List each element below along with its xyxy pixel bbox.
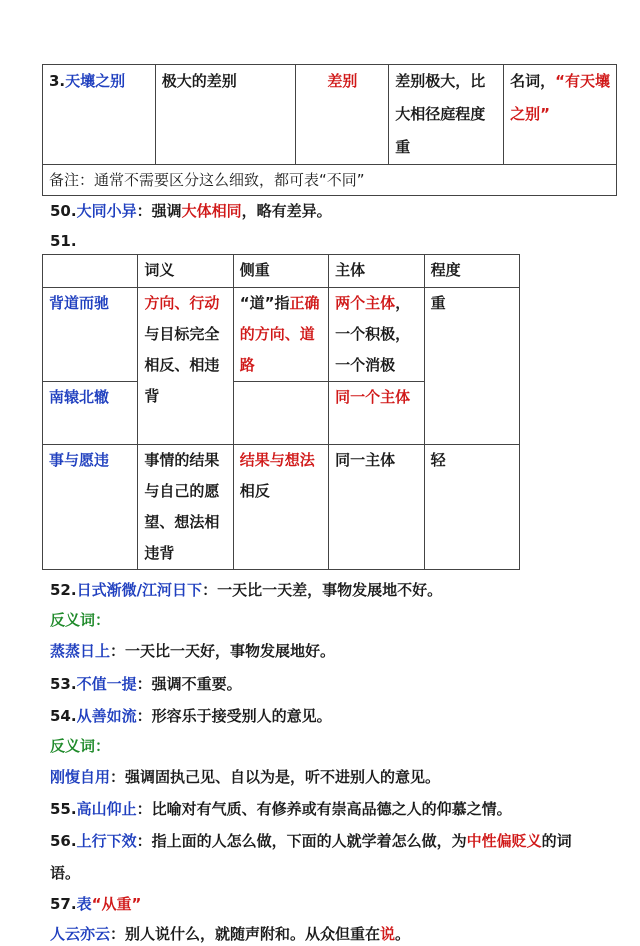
note-text: 名词， [510, 72, 556, 90]
text: ：别人说什么，就随声附和。从众但重在 [110, 925, 381, 943]
table-cell [233, 445, 328, 570]
table-row [43, 165, 617, 196]
item-52 [50, 578, 442, 602]
header-cell [233, 255, 328, 288]
term: 高山仰止 [76, 800, 137, 818]
item-number: 3. [49, 72, 66, 90]
item-54 [50, 704, 332, 728]
meaning: 极大的差别 [161, 72, 237, 90]
table-cell [155, 65, 296, 165]
item-50 [50, 199, 332, 223]
term: 蒸蒸日上 [50, 642, 111, 660]
text: ：强调固执己见、自以为是，听不进别人的意见。 [110, 768, 441, 786]
highlight: 同一个主体 [335, 388, 411, 406]
text: 同一主体 [335, 451, 396, 469]
item-53 [50, 672, 242, 696]
table-cell [296, 65, 389, 165]
term: 从善如流 [76, 707, 137, 725]
table-cell [389, 65, 504, 165]
header-text: 侧重 [239, 261, 270, 279]
highlight: 正确的方向、道路 [239, 294, 320, 374]
item-number: 50. [50, 202, 77, 220]
term: 人云亦云 [50, 925, 111, 943]
term: 南辕北辙 [49, 388, 110, 406]
text: 语。 [50, 864, 81, 882]
remark: 备注：通常不需要区分这么细致，都可表“不同” [49, 171, 365, 189]
comparison-table-top [42, 64, 617, 196]
item-number: 51. [50, 232, 77, 250]
table-cell [329, 288, 424, 382]
text: ：一天比一天差，事物发展地不好。 [202, 581, 443, 599]
degree: 差别极大，比大相径庭程度重 [395, 72, 486, 156]
table-cell [233, 288, 328, 382]
table-cell [233, 382, 328, 445]
text: ，略有差异。 [241, 202, 332, 220]
table-cell [43, 445, 138, 570]
antonym-label-text: 反义词： [50, 611, 111, 629]
comparison-table-51 [42, 254, 520, 570]
text: 。 [395, 925, 411, 943]
item-number: 52. [50, 581, 77, 599]
header-cell [43, 255, 138, 288]
term: 表 [76, 895, 92, 913]
header-cell [138, 255, 233, 288]
highlight: 结果与想法 [239, 451, 315, 469]
header-text: 主体 [335, 261, 366, 279]
text: 与目标完全相反、相违背 [144, 325, 220, 405]
item-number: 57. [50, 895, 77, 913]
table-cell [329, 445, 424, 570]
highlight: 大体相同 [181, 202, 242, 220]
table-cell [43, 288, 138, 382]
text: ：比喻对有气质、有修养或有崇高品德之人的仰慕之情。 [136, 800, 512, 818]
highlight: 两个主体 [335, 294, 396, 312]
table-row [43, 445, 520, 570]
text: ：强调不重要。 [136, 675, 242, 693]
term: 背道而驰 [49, 294, 110, 312]
degree: 重 [430, 294, 446, 312]
focus: 差别 [327, 72, 358, 90]
degree: 轻 [430, 451, 446, 469]
table-cell [424, 445, 519, 570]
term: 刚愎自用 [50, 768, 111, 786]
header-cell [424, 255, 519, 288]
item-number: 55. [50, 800, 77, 818]
text: ：一天比一天好，事物发展地好。 [110, 642, 336, 660]
table-cell [329, 382, 424, 445]
text: 相反 [239, 482, 270, 500]
term: 大同小异 [76, 202, 137, 220]
term: 事与愿违 [49, 451, 110, 469]
highlight: 方向、行动 [144, 294, 220, 312]
item-56 [50, 829, 572, 853]
remark-cell [43, 165, 617, 196]
item-54-antonym [50, 765, 440, 789]
text: ：形容乐于接受别人的意见。 [136, 707, 332, 725]
table-cell [43, 382, 138, 445]
header-text: 程度 [430, 261, 461, 279]
item-number: 53. [50, 675, 77, 693]
term: 上行下效 [76, 832, 137, 850]
term: 天壤之别 [65, 72, 126, 90]
text: ：指上面的人怎么做，下面的人就学着怎么做，为 [136, 832, 467, 850]
table-row [43, 65, 617, 165]
item-57-term [50, 922, 410, 946]
item-number: 54. [50, 707, 77, 725]
text: ，一个积极，一个消极 [335, 294, 411, 374]
term: 日式渐微/江河日下 [76, 581, 203, 599]
header-cell [329, 255, 424, 288]
text: 事情的结果与自己的愿望、想法相违背 [144, 451, 220, 562]
antonym-label-text: 反义词： [50, 737, 111, 755]
table-header-row [43, 255, 520, 288]
term: 不值一提 [76, 675, 137, 693]
highlight: 中性偏贬义 [466, 832, 542, 850]
item-55 [50, 797, 512, 821]
table-cell [138, 445, 233, 570]
highlight: “从重” [91, 895, 142, 913]
table-cell [43, 65, 156, 165]
item-52-antonym [50, 639, 335, 663]
antonym-label [50, 734, 110, 758]
item-57 [50, 892, 141, 916]
table-cell [424, 288, 519, 445]
table-cell [504, 65, 617, 165]
text: 的词 [541, 832, 572, 850]
table-cell [138, 288, 233, 445]
item-56-cont [50, 861, 80, 885]
text: ：强调 [136, 202, 182, 220]
item-51-label [50, 229, 77, 253]
antonym-label [50, 608, 110, 632]
highlight: 说 [380, 925, 396, 943]
item-number: 56. [50, 832, 77, 850]
table-row [43, 288, 520, 382]
note-quote: “有天壤之别” [510, 72, 610, 123]
header-text: 词义 [144, 261, 175, 279]
text: “道”指 [239, 294, 290, 312]
